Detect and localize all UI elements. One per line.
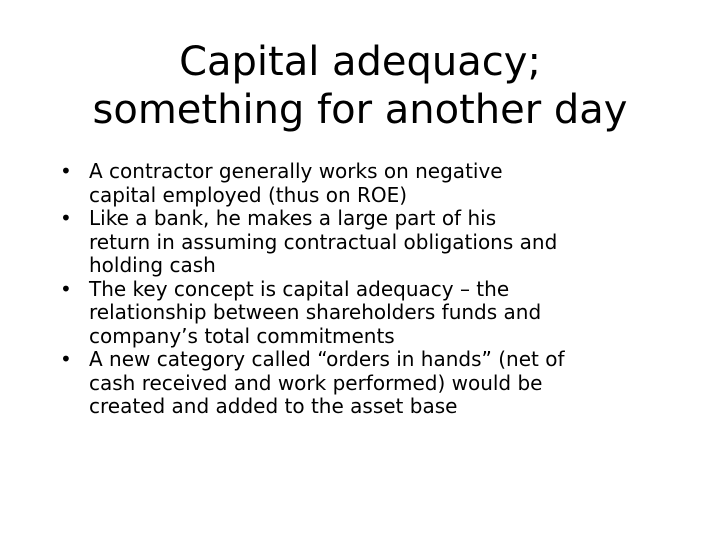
bullet-text-line: relationship between shareholders funds and bbox=[89, 300, 542, 324]
bullet-text-line: return in assuming contractual obligations and bbox=[89, 229, 558, 254]
bullet-dot-icon: • bbox=[60, 276, 72, 301]
bullet-item bbox=[60, 160, 680, 207]
slide-title bbox=[36, 38, 684, 134]
bullet-dot-icon: • bbox=[60, 159, 72, 183]
bullet-text-line: A new category called “orders in hands” (net of bbox=[89, 347, 565, 371]
bullet-item bbox=[60, 348, 680, 419]
bullet-text-line: capital employed (thus on ROE) bbox=[89, 182, 408, 207]
bullet-dot-icon: • bbox=[60, 347, 72, 371]
bullet-text-line: The key concept is capital adequacy – the bbox=[89, 276, 510, 301]
title-line: something for another day bbox=[92, 87, 628, 133]
bullet-item bbox=[60, 207, 680, 278]
title-line: Capital adequacy; bbox=[179, 39, 541, 85]
bullet-item bbox=[60, 278, 680, 349]
bullet-text-line: Like a bank, he makes a large part of his bbox=[89, 206, 497, 230]
bullet-text-line: cash received and work performed) would be bbox=[89, 370, 543, 395]
bullet-dot-icon: • bbox=[60, 206, 72, 230]
bullet-text-line: created and added to the asset base bbox=[89, 394, 458, 418]
bullet-text-line: A contractor generally works on negative bbox=[89, 159, 503, 183]
bullet-list bbox=[60, 160, 680, 419]
bullet-text-line: holding cash bbox=[89, 253, 216, 277]
bullet-text-line: company’s total commitments bbox=[89, 323, 395, 348]
